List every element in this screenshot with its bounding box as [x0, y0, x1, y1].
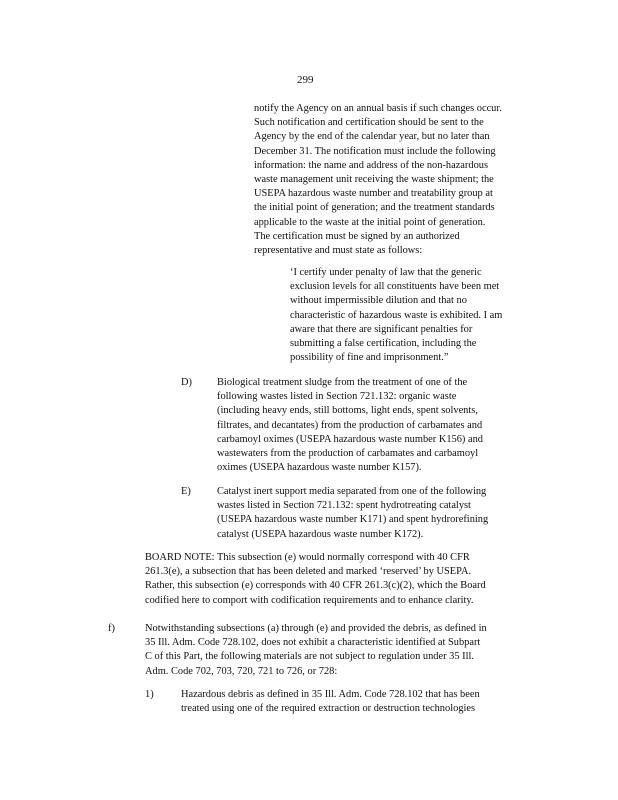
- text-line: The certification must be signed by an authorized: [254, 230, 460, 242]
- text-line: carbamoyl oximes (USEPA hazardous waste number K156) and: [217, 433, 483, 445]
- text-line: wastewaters from the production of carbamates and carbamoyl: [217, 448, 479, 460]
- item-e-label: E): [181, 486, 191, 497]
- text-line: 261.3(e), a subsection that has been deleted and marked ‘reserved’ by USEPA.: [145, 566, 472, 578]
- item-1-text: [181, 688, 521, 716]
- text-line: BOARD NOTE: This subsection (e) would normally correspond with 40 CFR: [145, 552, 470, 563]
- item-f-label: f): [108, 623, 115, 634]
- text-line: Notwithstanding subsections (a) through (e) and provided the debris, as defined in: [145, 623, 487, 634]
- text-line: ‘I certify under penalty of law that the generic: [290, 267, 482, 278]
- text-line: possibility of fine and imprisonment.”: [290, 352, 449, 364]
- text-line: without impermissible dilution and that no: [290, 295, 467, 307]
- text-line: (including heavy ends, still bottoms, light ends, spent solvents,: [217, 405, 478, 417]
- text-line: Hazardous debris as defined in 35 Ill. Adm. Code 728.102 that has been: [181, 689, 480, 700]
- item-1-label: 1): [145, 689, 154, 700]
- text-line: wastes listed in Section 721.132: spent hydrotreating catalyst: [217, 500, 471, 512]
- text-line: characteristic of hazardous waste is exhibited. I am: [290, 309, 503, 321]
- certification-quote: [290, 266, 530, 365]
- text-line: waste management unit receiving the waste shipment; the: [254, 174, 494, 186]
- text-line: Biological treatment sludge from the treatment of one of the: [217, 377, 468, 388]
- text-line: codified here to comport with codification requirements and to enhance clarity.: [145, 594, 474, 606]
- notification-paragraph: [254, 102, 534, 258]
- text-line: December 31. The notification must include the following: [254, 145, 496, 157]
- text-line: Agency by the end of the calendar year, but no later than: [254, 131, 490, 143]
- text-line: notify the Agency on an annual basis if such changes occur.: [254, 103, 502, 114]
- text-line: (USEPA hazardous waste number K171) and spent hydrorefining: [217, 514, 489, 526]
- text-line: Rather, this subsection (e) corresponds with 40 CFR 261.3(c)(2), which the Board: [145, 580, 486, 592]
- text-line: applicable to the waste at the initial point of generation.: [254, 216, 486, 228]
- item-e-text: [217, 485, 527, 542]
- text-line: treated using one of the required extraction or destruction technologies: [181, 703, 476, 715]
- text-line: exclusion levels for all constituents have been met: [290, 281, 500, 293]
- page-number: 299: [297, 74, 314, 86]
- item-d-label: D): [181, 377, 192, 388]
- text-line: information: the name and address of the non-hazardous: [254, 159, 489, 171]
- item-d-text: [217, 376, 527, 475]
- text-line: following wastes listed in Section 721.132: organic waste: [217, 391, 457, 403]
- text-line: catalyst (USEPA hazardous waste number K172).: [217, 528, 424, 540]
- text-line: USEPA hazardous waste number and treatability group at: [254, 188, 493, 200]
- text-line: Such notification and certification should be sent to the: [254, 117, 484, 129]
- text-line: filtrates, and decantates) from the production of carbamates and: [217, 419, 483, 431]
- text-line: Catalyst inert support media separated from one of the following: [217, 486, 487, 497]
- text-line: aware that there are significant penalties for: [290, 323, 473, 335]
- item-f-text: [145, 622, 538, 679]
- text-line: representative and must state as follows:: [254, 245, 423, 257]
- text-line: oximes (USEPA hazardous waste number K157).: [217, 462, 422, 474]
- text-line: the initial point of generation; and the treatment standards: [254, 202, 495, 214]
- text-line: Adm. Code 702, 703, 720, 721 to 726, or 728:: [145, 665, 338, 677]
- text-line: C of this Part, the following materials are not subject to regulation under 35 Ill.: [145, 651, 474, 663]
- text-line: submitting a false certification, including the: [290, 338, 477, 350]
- text-line: 35 Ill. Adm. Code 728.102, does not exhibit a characteristic identified at Subpart: [145, 637, 481, 649]
- board-note: [145, 551, 521, 608]
